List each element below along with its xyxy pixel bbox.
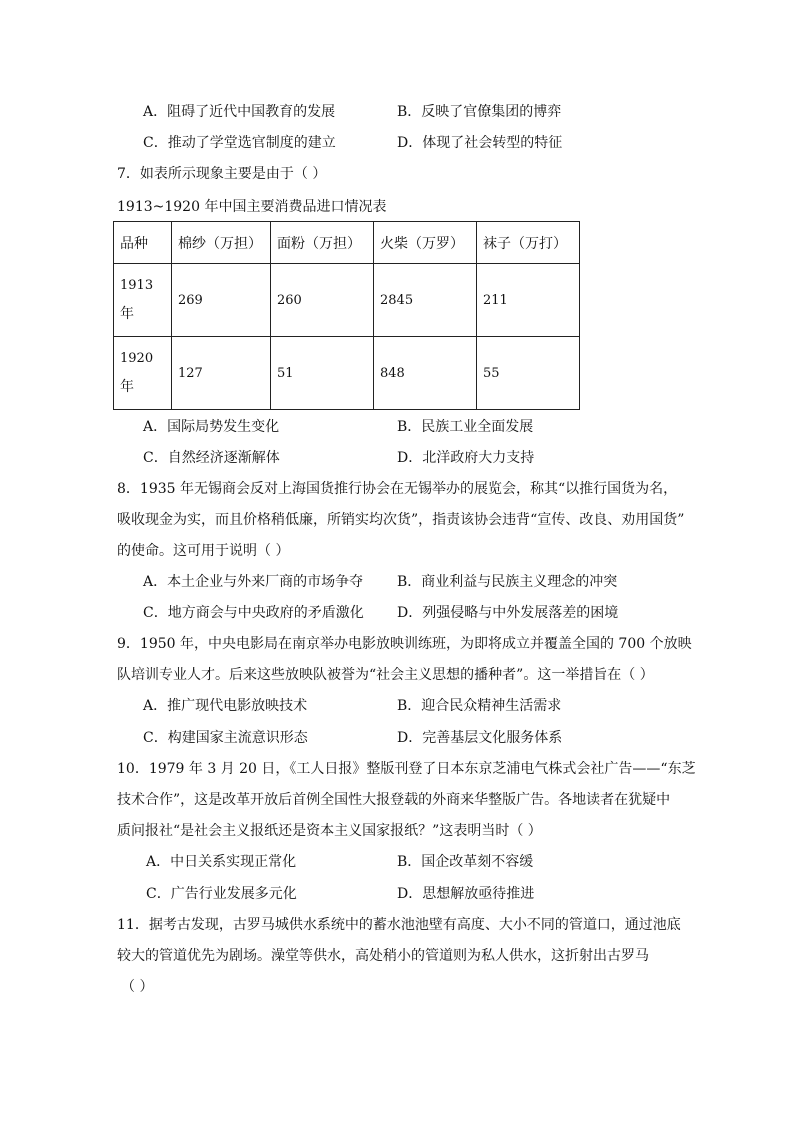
- q9-option-d[interactable]: D．完善基层文化服务体系: [397, 730, 563, 746]
- import-table: [113, 221, 580, 410]
- q11-stem-line-2: 较大的管道优先为剧场。澡堂等供水，高处稍小的管道则为私人供水，这折射出古罗马: [117, 948, 649, 964]
- q6-options-row-2: [143, 132, 703, 154]
- q6-option-a[interactable]: A．阻碍了近代中国教育的发展: [143, 104, 336, 120]
- q8-option-b[interactable]: B．商业利益与民族主义理念的冲突: [397, 574, 618, 590]
- table-row: [114, 337, 580, 410]
- q9-option-a[interactable]: A．推广现代电影放映技术: [143, 698, 308, 714]
- q6-option-d[interactable]: D．体现了社会转型的特征: [397, 135, 563, 151]
- q8-stem-line-3: 的使命。这可用于说明（ ）: [117, 543, 290, 559]
- year-unit: 年: [120, 379, 134, 395]
- table-header-cell: 面粉（万担）: [271, 222, 374, 264]
- year-unit: 年: [120, 306, 134, 322]
- table-cell: 51: [271, 337, 374, 410]
- table-cell: 211: [477, 264, 580, 337]
- table-cell: 2845: [374, 264, 477, 337]
- table-header-cell: 品种: [114, 222, 172, 264]
- q10-option-c[interactable]: C．广告行业发展多元化: [146, 886, 297, 902]
- q9-option-b[interactable]: B．迎合民众精神生活需求: [397, 698, 562, 714]
- table-header-cell: 棉纱（万担）: [172, 222, 271, 264]
- q8-options-row-1: [143, 571, 703, 593]
- q8-stem-line-2: 吸收现金为实，而且价格稍低廉，所销实均次货”，指责该协会违背“宣传、改良、劝用国货”: [117, 512, 685, 528]
- q8-option-a[interactable]: A．本土企业与外来厂商的市场争夺: [143, 574, 364, 590]
- q7-option-b[interactable]: B．民族工业全面发展: [397, 419, 534, 435]
- table-cell: 127: [172, 337, 271, 410]
- q10-stem-line-1: 10．1979 年 3 月 20 日，《工人日报》整版刊登了日本东京芝浦电气株式会社广告——“东芝: [117, 761, 696, 777]
- year-number: 1913: [120, 278, 154, 293]
- q10-option-d[interactable]: D．思想解放亟待推进: [397, 886, 535, 902]
- table-row: [114, 264, 580, 337]
- table-header-row: [114, 222, 580, 264]
- q7-stem: 7．如表所示现象主要是由于（ ）: [117, 166, 327, 182]
- table-header-cell: 袜子（万打）: [477, 222, 580, 264]
- q8-option-c[interactable]: C．地方商会与中央政府的矛盾激化: [143, 605, 364, 621]
- q9-options-row-2: [143, 727, 703, 749]
- q7-option-d[interactable]: D．北洋政府大力支持: [397, 450, 535, 466]
- q8-option-d[interactable]: D．列强侵略与中外发展落差的困境: [397, 605, 619, 621]
- q9-stem-line-2: 队培训专业人才。后来这些放映队被誉为“社会主义思想的播种者”。这一举措旨在（ ）: [117, 667, 654, 683]
- year-number: 1920: [120, 351, 154, 366]
- q11-stem-line-3: （ ）: [121, 979, 154, 995]
- table-cell: 269: [172, 264, 271, 337]
- q9-options-row-1: [143, 695, 703, 717]
- q7-option-a[interactable]: A．国际局势发生变化: [143, 419, 280, 435]
- table-cell: 55: [477, 337, 580, 410]
- q9-option-c[interactable]: C．构建国家主流意识形态: [143, 730, 308, 746]
- q8-stem-line-1: 8．1935 年无锡商会反对上海国货推行协会在无锡举办的展览会，称其“以推行国货为名，: [117, 481, 678, 497]
- q6-options-row-1: [143, 101, 703, 123]
- q10-options-row-2: [146, 883, 706, 905]
- q7-options-row-2: [143, 447, 703, 469]
- q10-options-row-1: [146, 851, 706, 873]
- q10-option-b[interactable]: B．国企改革刻不容缓: [397, 854, 534, 870]
- table-cell: 848: [374, 337, 477, 410]
- table-year-cell: [114, 337, 172, 410]
- q9-stem-line-1: 9．1950 年，中央电影局在南京举办电影放映训练班，为即将成立并覆盖全国的 700 个放映: [117, 636, 692, 652]
- q6-option-b[interactable]: B．反映了官僚集团的博弈: [397, 104, 562, 120]
- q10-stem-line-2: 技术合作”，这是改革开放后首例全国性大报登载的外商来华整版广告。各地读者在犹疑中: [117, 792, 671, 808]
- q7-table-caption: 1913~1920 年中国主要消费品进口情况表: [117, 199, 387, 215]
- table-year-cell: [114, 264, 172, 337]
- q7-option-c[interactable]: C．自然经济逐渐解体: [143, 450, 280, 466]
- q7-options-row-1: [143, 416, 703, 438]
- q10-option-a[interactable]: A．中日关系实现正常化: [146, 854, 297, 870]
- q10-stem-line-3: 质问报社“是社会主义报纸还是资本主义国家报纸？”这表明当时（ ）: [117, 823, 542, 839]
- table-cell: 260: [271, 264, 374, 337]
- q11-stem-line-1: 11．据考古发现，古罗马城供水系统中的蓄水池池壁有高度、大小不同的管道口，通过池底: [117, 917, 681, 933]
- q8-options-row-2: [143, 602, 703, 624]
- table-header-cell: 火柴（万罗）: [374, 222, 477, 264]
- q6-option-c[interactable]: C．推动了学堂选官制度的建立: [143, 135, 336, 151]
